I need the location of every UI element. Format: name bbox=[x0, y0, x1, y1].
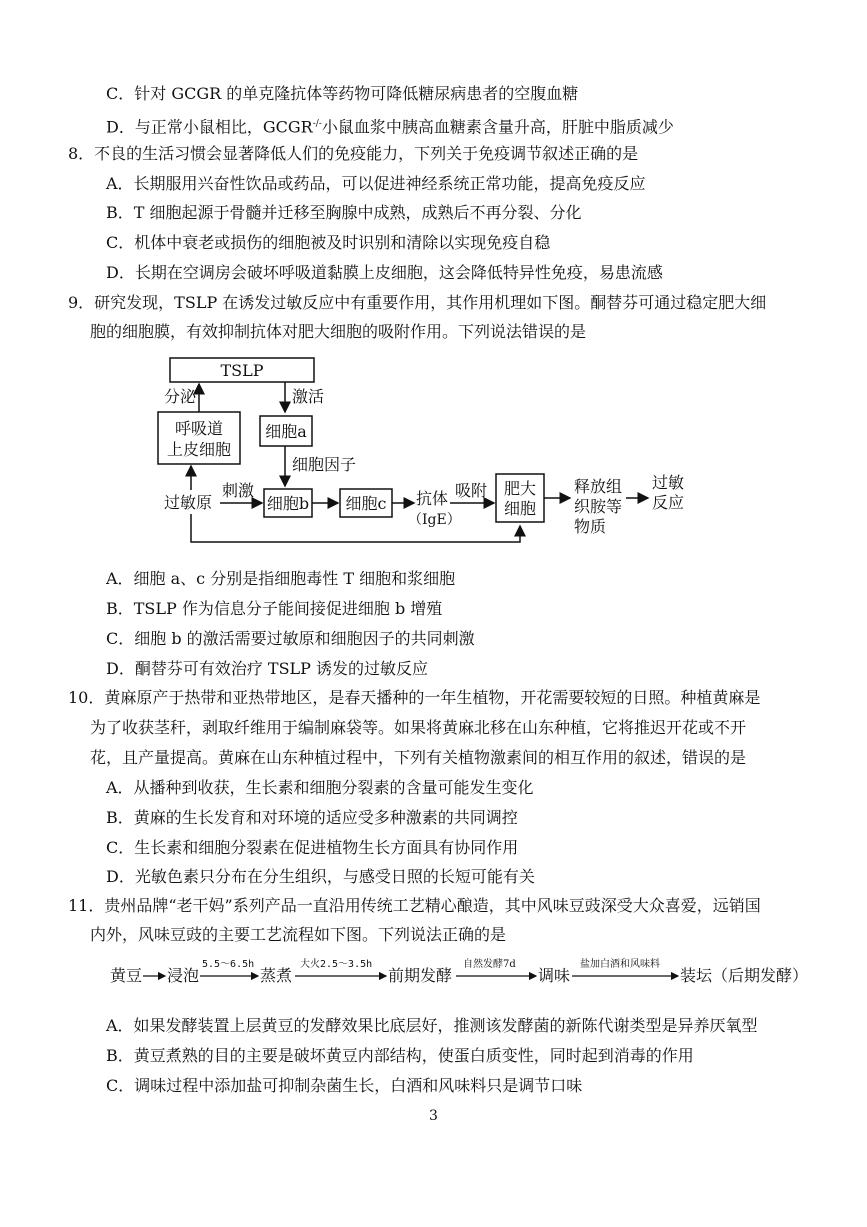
q10-option-b: B．黄麻的生长发育和对环境的适应受多种激素的共同调控 bbox=[106, 808, 518, 827]
q9-option-c: C．细胞 b 的激活需要过敏原和细胞因子的共同刺激 bbox=[106, 629, 475, 648]
flow-soak-time: 5.5～6.5h bbox=[202, 959, 255, 970]
flow-additives: 盐加白酒和风味料 bbox=[580, 959, 660, 970]
q7-option-d-part2: 小鼠血浆中胰高血糖素含量升高，肝脏中脂质减少 bbox=[321, 117, 674, 137]
q9-option-a: A．细胞 a、c 分别是指细胞毒性 T 细胞和浆细胞 bbox=[106, 569, 456, 588]
page-number: 3 bbox=[429, 1108, 438, 1124]
q7-option-c: C．针对 GCGR 的单克隆抗体等药物可降低糖尿病患者的空腹血糖 bbox=[106, 84, 579, 103]
stimulate-label: 刺激 bbox=[222, 481, 255, 500]
release-label-1: 释放组 bbox=[574, 477, 623, 496]
cell-a-label: 细胞a bbox=[265, 422, 307, 441]
epithelial-label-2: 上皮细胞 bbox=[166, 440, 232, 459]
q8-option-a: A．长期服用兴奋性饮品或药品，可以促进神经系统正常功能，提高免疫反应 bbox=[106, 174, 646, 193]
mast-label-1: 肥大 bbox=[503, 479, 537, 498]
q8-option-c: C．机体中衰老或损伤的细胞被及时识别和清除以实现免疫自稳 bbox=[106, 233, 551, 252]
knockout-superscript: -/- bbox=[312, 119, 322, 129]
flow-natural-ferment: 自然发酵7d bbox=[463, 959, 516, 970]
antibody-ige-label: （IgE） bbox=[408, 512, 461, 528]
cell-c-label: 细胞c bbox=[345, 494, 387, 513]
q10-option-c: C．生长素和细胞分裂素在促进植物生长方面具有协同作用 bbox=[106, 838, 519, 857]
flow-boil-time: 大火2.5～3.5h bbox=[300, 959, 373, 970]
secrete-label: 分泌 bbox=[164, 387, 197, 406]
q11-option-c: C．调味过程中添加盐可抑制杂菌生长，白酒和风味料只是调节口味 bbox=[106, 1076, 583, 1095]
flow-pre-ferment: 前期发酵 bbox=[388, 966, 453, 985]
q10-stem-3: 花，且产量提高。黄麻在山东种植过程中，下列有关植物激素间的相互作用的叙述，错误的是 bbox=[90, 748, 747, 767]
q10-option-d: D．光敏色素只分布在分生组织，与感受日照的长短可能有关 bbox=[106, 867, 535, 886]
flow-season: 调味 bbox=[538, 966, 571, 985]
allergen-to-mast-arrow bbox=[191, 514, 520, 542]
q9-stem-1: 9．研究发现，TSLP 在诱发过敏反应中有重要作用，其作用机理如下图。酮替芬可通过稳定肥大细 bbox=[68, 293, 767, 312]
q11-option-b: B．黄豆煮熟的目的主要是破坏黄豆内部结构，使蛋白质变性，同时起到消毒的作用 bbox=[106, 1046, 694, 1065]
flow-jar: 装坛（后期发酵） bbox=[680, 966, 809, 985]
q9-option-d: D．酮替芬可有效治疗 TSLP 诱发的过敏反应 bbox=[106, 659, 429, 678]
activate-label: 激活 bbox=[292, 387, 325, 406]
antibody-label: 抗体 bbox=[416, 489, 449, 508]
adsorb-label: 吸附 bbox=[455, 481, 488, 500]
q7-option-d-part1: D．与正常小鼠相比，GCGR bbox=[106, 117, 313, 137]
douchi-process-flow bbox=[110, 953, 830, 993]
q9-stem-2: 胞的细胞膜，有效抑制抗体对肥大细胞的吸附作用。下列说法错误的是 bbox=[90, 322, 587, 341]
q11-stem-1: 11．贵州品牌“老干妈”系列产品一直沿用传统工艺精心酿造，其中风味豆豉深受大众喜爱，远销国 bbox=[68, 896, 761, 915]
q11-stem-2: 内外，风味豆豉的主要工艺流程如下图。下列说法正确的是 bbox=[90, 925, 507, 944]
flow-soak: 浸泡 bbox=[167, 966, 200, 985]
flow-boil: 蒸煮 bbox=[260, 966, 293, 985]
q8-option-d: D．长期在空调房会破坏呼吸道黏膜上皮细胞，这会降低特异性免疫，易患流感 bbox=[106, 263, 663, 282]
q11-option-a: A．如果发酵装置上层黄豆的发酵效果比底层好，推测该发酵菌的新陈代谢类型是异养厌氧型 bbox=[106, 1016, 758, 1035]
q10-option-a: A．从播种到收获，生长素和细胞分裂素的含量可能发生变化 bbox=[106, 778, 534, 797]
q8-stem: 8．不良的生活习惯会显著降低人们的免疫能力，下列关于免疫调节叙述正确的是 bbox=[68, 144, 639, 163]
release-label-2: 织胺等 bbox=[574, 497, 623, 516]
cytokine-label: 细胞因子 bbox=[292, 455, 357, 474]
flow-soybean: 黄豆 bbox=[110, 966, 143, 985]
tslp-label: TSLP bbox=[220, 361, 264, 380]
q8-option-b: B．T 细胞起源于骨髓并迁移至胸腺中成熟，成熟后不再分裂、分化 bbox=[106, 203, 582, 222]
q9-option-b: B．TSLP 作为信息分子能间接促进细胞 b 增殖 bbox=[106, 599, 443, 618]
tslp-mechanism-diagram bbox=[150, 352, 710, 552]
reaction-label-1: 过敏 bbox=[652, 473, 685, 492]
release-label-3: 物质 bbox=[574, 517, 607, 536]
q10-stem-2: 为了收获茎秆，剥取纤维用于编制麻袋等。如果将黄麻北移在山东种植，它将推迟开花或不开 bbox=[90, 718, 747, 737]
mast-label-2: 细胞 bbox=[503, 499, 537, 518]
epithelial-label-1: 呼吸道 bbox=[174, 419, 224, 438]
q10-stem-1: 10．黄麻原产于热带和亚热带地区，是春天播种的一年生植物，开花需要较短的日照。种植黄麻是 bbox=[68, 688, 761, 707]
allergen-label: 过敏原 bbox=[164, 493, 213, 512]
cell-b-label: 细胞b bbox=[266, 494, 310, 513]
reaction-label-2: 反应 bbox=[652, 493, 685, 512]
q7-option-d bbox=[106, 114, 674, 137]
